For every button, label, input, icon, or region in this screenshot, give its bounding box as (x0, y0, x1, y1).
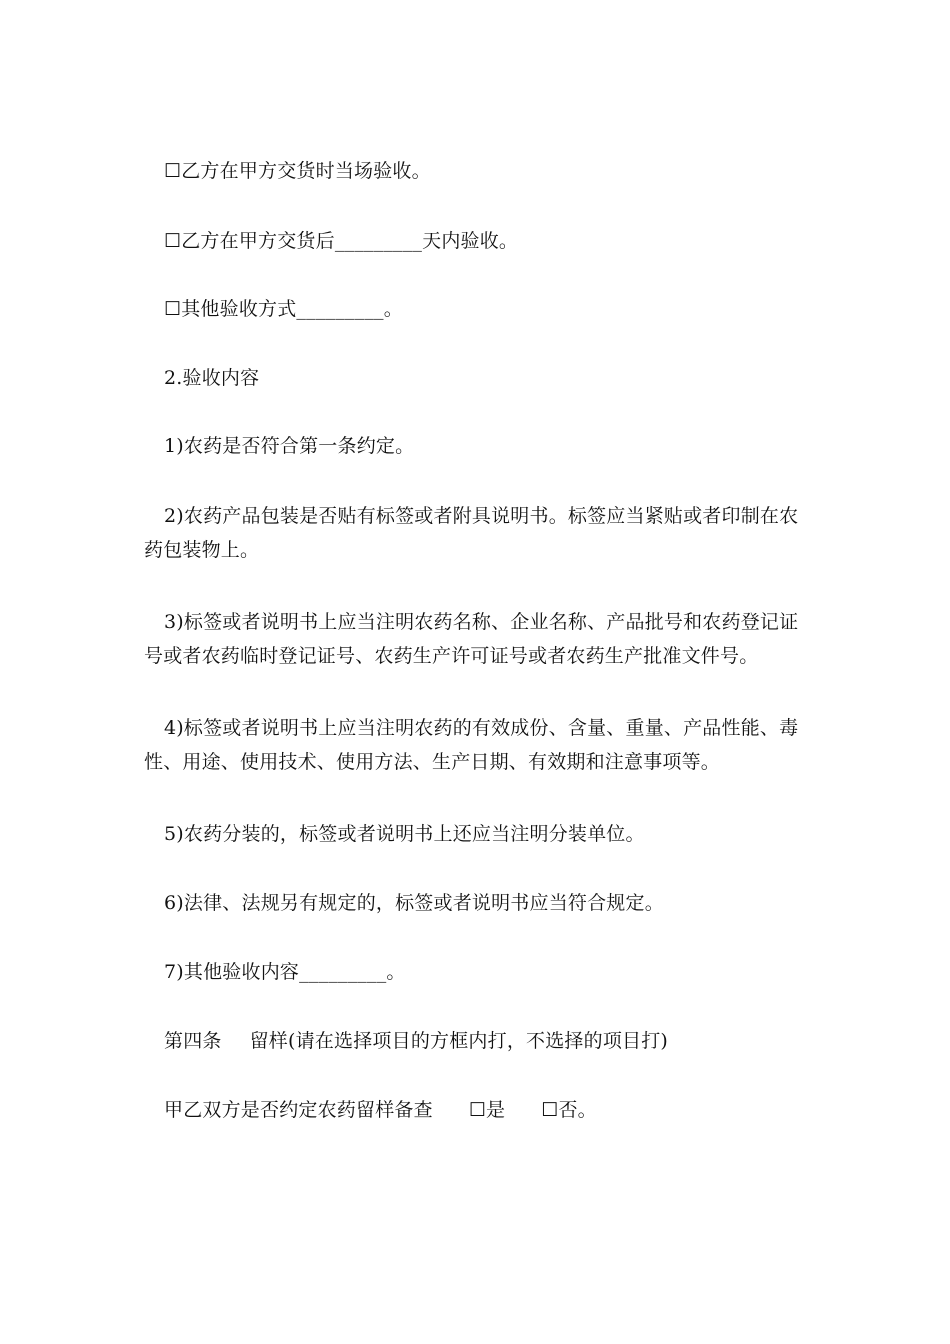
acceptance-item-5: 5)农药分装的，标签或者说明书上还应当注明分装单位。 (164, 823, 645, 845)
sample-retention-label: 甲乙双方是否约定农药留样备查 (164, 1099, 433, 1121)
acceptance-item-2: 2)农药产品包装是否贴有标签或者附具说明书。标签应当紧贴或者印制在农药包装物上。 (144, 505, 799, 561)
acceptance-option-on-site: ☐乙方在甲方交货时当场验收。 (164, 160, 431, 182)
acceptance-item-3: 3)标签或者说明书上应当注明农药名称、企业名称、产品批号和农药登记证号或者农药临时登记证号、农药生产许可证号或者农药生产批准文件号。 (144, 611, 799, 667)
acceptance-item-7: 7)其他验收内容_________。 (164, 961, 406, 983)
article-title: 留样(请在选择项目的方框内打，不选择的项目打) (249, 1030, 669, 1052)
acceptance-item-6: 6)法律、法规另有规定的，标签或者说明书应当符合规定。 (164, 892, 664, 914)
acceptance-item-1: 1)农药是否符合第一条约定。 (164, 435, 415, 457)
option-yes: ☐是 (468, 1099, 506, 1121)
acceptance-option-days: ☐乙方在甲方交货后_________天内验收。 (164, 230, 519, 252)
article-four-heading (144, 1024, 800, 1058)
option-no: ☐否。 (541, 1099, 597, 1121)
acceptance-option-other: ☐其他验收方式_________。 (164, 298, 403, 320)
section-heading-acceptance-content: 2.验收内容 (164, 367, 260, 389)
sample-retention-question (144, 1093, 800, 1127)
article-number: 第四条 (164, 1030, 222, 1052)
acceptance-item-4: 4)标签或者说明书上应当注明农药的有效成份、含量、重量、产品性能、毒性、用途、使用技术、使用方法、生产日期、有效期和注意事项等。 (144, 717, 799, 773)
